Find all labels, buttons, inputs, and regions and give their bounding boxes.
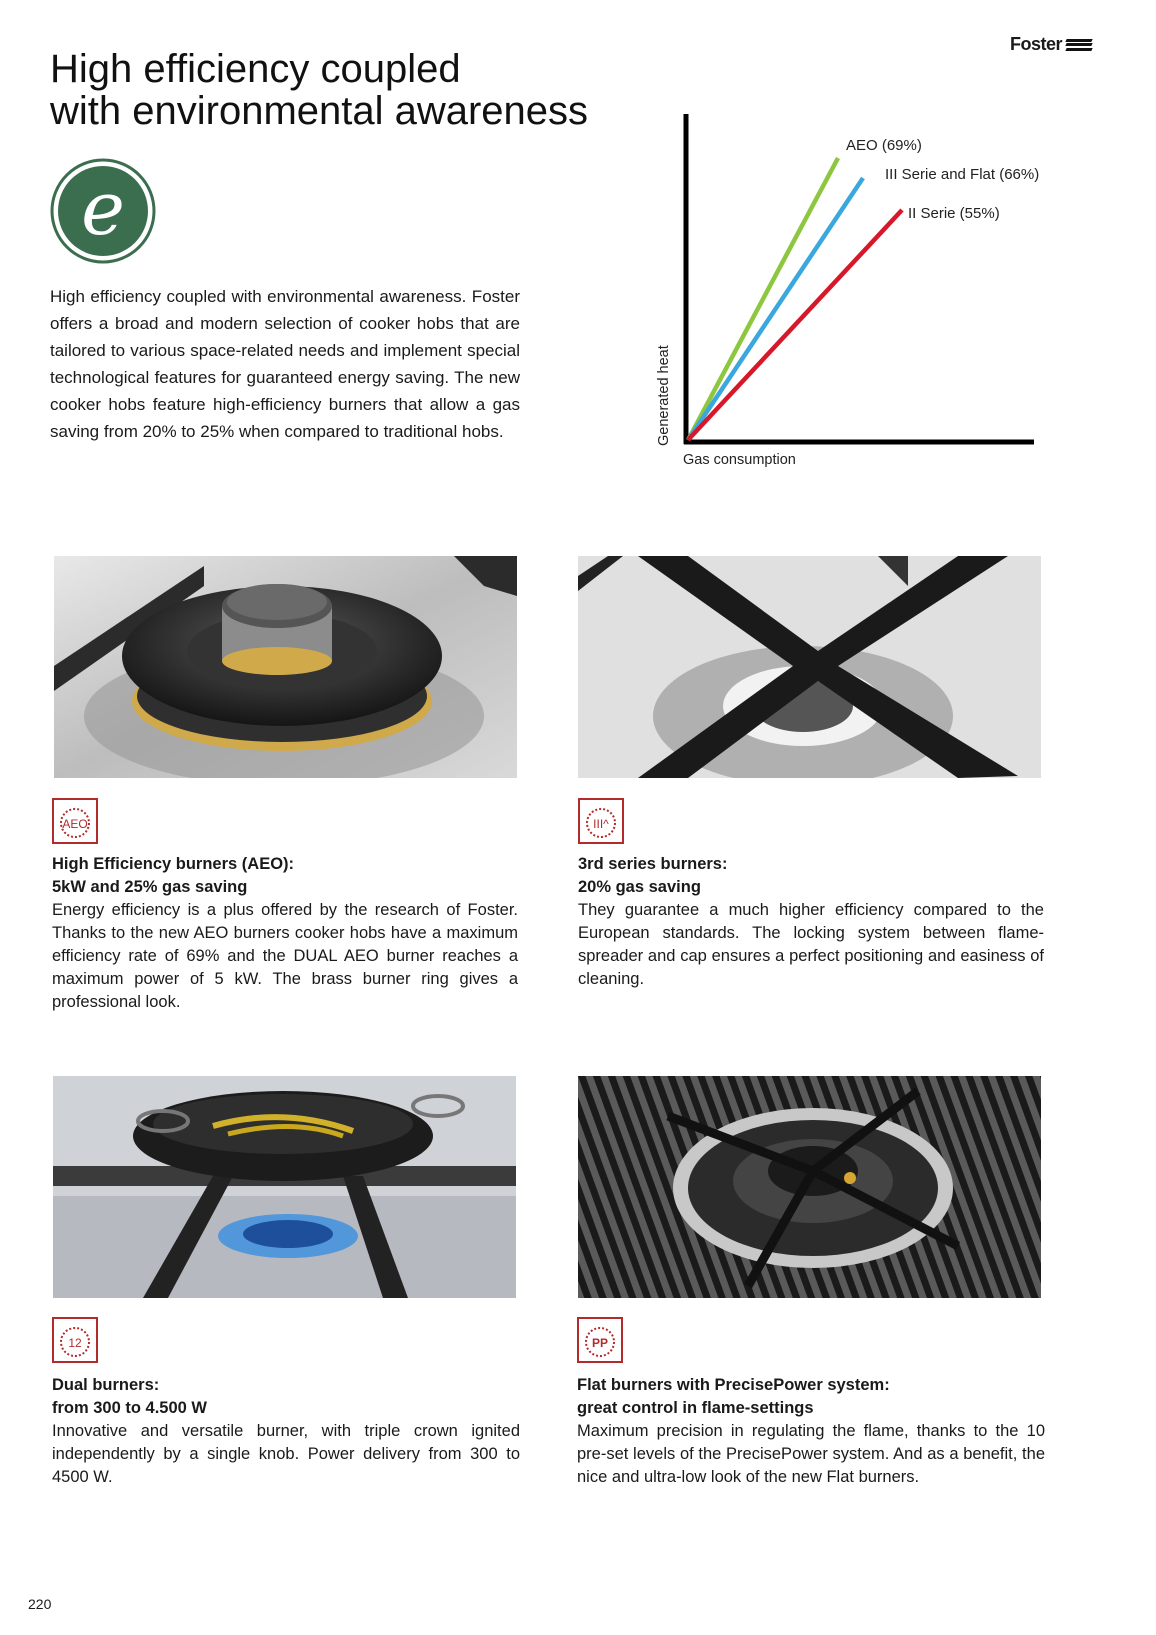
feature-dual-heading2: from 300 to 4.500 W	[52, 1399, 207, 1417]
series-label-aeo: AEO (69%)	[846, 137, 922, 154]
series-line-0	[688, 158, 838, 440]
aeo-burner-photo	[54, 556, 517, 778]
page-title-line2: with environmental awareness	[50, 89, 589, 133]
series-label-iii-serie: III Serie and Flat (66%)	[885, 166, 1040, 183]
svg-text:PP: PP	[591, 1336, 609, 1350]
svg-text:III^: III^	[593, 817, 609, 831]
feature-dual-heading1: Dual burners:	[52, 1376, 160, 1394]
brand-mark-icon	[1066, 39, 1092, 51]
page-title-line1: High efficiency coupled	[50, 47, 461, 91]
y-axis-label: Generated heat	[656, 345, 672, 446]
dual-burner-photo	[53, 1076, 516, 1298]
feature-flat-heading1: Flat burners with PrecisePower system:	[577, 1376, 890, 1394]
feature-third-series-heading1: 3rd series burners:	[578, 855, 728, 873]
efficiency-chart	[650, 110, 1110, 500]
third-series-burner-photo	[578, 556, 1041, 778]
intro-paragraph: High efficiency coupled with environmental awareness. Foster offers a broad and modern selection of cooker hobs that are tailored to various space-related needs and implement special technological features for guaranteed energy saving. The new cooker hobs feature high-efficiency burners that allow a gas saving from 20% to 25% when compared to traditional hobs.	[50, 287, 520, 441]
svg-text:AEO: AEO	[62, 817, 88, 831]
feature-aeo-text: Energy efficiency is a plus offered by the research of Foster. Thanks to the new AEO burners cooker hobs have a maximum efficiency rate of 69% and the DUAL AEO burner reaches a maximum power of 5 kW. The brass burner ring gives a professional look.	[52, 901, 518, 1011]
dual-badge-icon	[52, 1317, 98, 1363]
feature-flat-text: Maximum precision in regulating the flame, thanks to the 10 pre-set levels of the PrecisePower system. And as a benefit, the nice and ultra-low look of the new Flat burners.	[577, 1422, 1045, 1486]
feature-flat-heading2: great control in flame-settings	[577, 1399, 814, 1417]
feature-third-series-text: They guarantee a much higher efficiency compared to the European standards. The locking system between flame-spreader and cap ensures a perfect positioning and easiness of cleaning.	[578, 901, 1044, 988]
precisepower-badge-icon	[577, 1317, 623, 1363]
feature-dual-text: Innovative and versatile burner, with triple crown ignited independently by a single knob. Power delivery from 300 to 4500 W.	[52, 1422, 520, 1486]
brand-name: Foster	[1009, 34, 1062, 54]
feature-dual	[52, 1317, 520, 1489]
series-line-2	[688, 210, 902, 440]
third-series-badge-icon	[578, 798, 624, 844]
feature-third-series	[578, 798, 1044, 991]
feature-flat	[577, 1317, 1045, 1489]
feature-aeo-heading2: 5kW and 25% gas saving	[52, 878, 248, 896]
brand-logo	[1010, 34, 1092, 55]
flat-burner-photo	[578, 1076, 1041, 1298]
series-label-ii-serie: II Serie (55%)	[908, 205, 1000, 222]
e-logo-letter: e	[81, 166, 125, 252]
energy-e-logo	[50, 158, 156, 264]
series-line-1	[688, 178, 863, 440]
page-number: 220	[28, 1596, 52, 1612]
page-title	[50, 48, 588, 132]
feature-third-series-heading2: 20% gas saving	[578, 878, 701, 896]
svg-text:12: 12	[68, 1336, 82, 1350]
feature-aeo-heading1: High Efficiency burners (AEO):	[52, 855, 295, 873]
feature-aeo	[52, 798, 518, 1014]
x-axis-label: Gas consumption	[683, 452, 796, 468]
aeo-badge-icon	[52, 798, 98, 844]
